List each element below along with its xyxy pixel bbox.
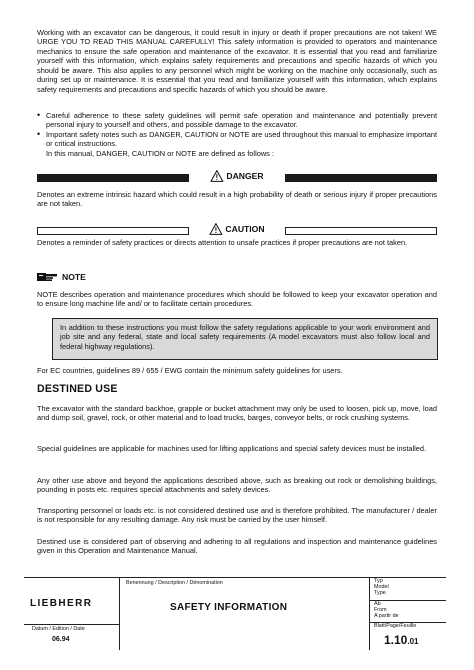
destined-use-heading: DESTINED USE <box>37 383 118 395</box>
destined-paragraph: Transporting personnel or loads etc. is not considered destined use and is therefore prohibited. The manufacturer / dealer is not responsible for any resulting damage. Any risk must be carried by the user himself. <box>37 506 437 525</box>
caution-label <box>209 223 264 235</box>
danger-label-text: DANGER <box>226 170 264 181</box>
from-label: Ab From A partir de <box>370 600 446 620</box>
title-block <box>24 577 446 649</box>
danger-header <box>37 170 437 184</box>
page-label: Blatt/Page/Feuille <box>370 622 446 630</box>
description-cell <box>120 578 370 650</box>
bullet-item <box>37 111 437 130</box>
date-label: Datum / Edition / Date <box>24 624 120 633</box>
note-header <box>37 271 86 283</box>
pointing-hand-icon <box>37 271 59 283</box>
bullet-item <box>37 130 437 149</box>
liebherr-logo: LIEBHERR <box>30 598 93 609</box>
document-title: SAFETY INFORMATION <box>170 602 288 613</box>
caution-bar-left <box>37 227 189 235</box>
note-description <box>37 290 437 309</box>
caution-header <box>37 223 437 237</box>
destined-paragraph: Special guidelines are applicable for machines used for lifting applications and special safety devices must be installed. <box>37 444 427 453</box>
description-label: Benennung / Description / Dénomination <box>126 580 223 586</box>
caution-label-text: CAUTION <box>225 223 265 234</box>
caution-bar-right <box>285 227 437 235</box>
warning-triangle-icon <box>210 170 223 182</box>
destined-paragraph: Destined use is considered part of observing and adhering to all regulations and inspection and maintenance guidelines given in this Operation and Maintenance Manual. <box>37 537 437 556</box>
type-label: Typ Model Type <box>374 578 389 596</box>
intro-paragraph: Working with an excavator can be dangerous, it could result in injury or death if proper precautions are not taken! WE URGE YOU TO READ THIS MANUAL CAREFULLY! This safety information is provided to operators and maintenance mechanics to ensure the safe operation and maintenance of the excavator. It is essential that you read and familiarize yourself with this information, which explains safety requirements and precautions and specific hazards of which you should be aware. This also applies to any personnel which might be working on the machine only occasionally, such as during set up or maintenance. It is essential that you read and familiarize yourself with this information, which explains safety requirements and precautions and specific hazards of which you should be aware. <box>37 28 437 94</box>
destined-paragraph: The excavator with the standard backhoe, grapple or bucket attachment may only be used to loosen, pick up, move, load and dump soil, gravel, rock, or other material and to load trucks, barges, conveyor belts, or rock crushing systems. <box>37 404 437 423</box>
regulations-box: In addition to these instructions you must follow the safety regulations applicable to your work environment and job site and any federal, state and local safety requirements (A model excavators must also follow local and federal highway regulations). <box>52 318 438 360</box>
danger-label <box>210 170 263 182</box>
bullet-dot-icon: • <box>37 128 41 139</box>
logo-cell <box>24 578 120 650</box>
bullet-dot-icon: • <box>37 110 41 120</box>
danger-bar-right <box>285 174 437 182</box>
edition-date: 06.94 <box>52 636 70 643</box>
danger-bar-left <box>37 174 189 182</box>
bullet-list <box>37 111 437 149</box>
caution-description: Denotes a reminder of safety practices or directs attention to unsafe practices if proper precautions are not taken. <box>37 238 408 247</box>
definition-line: In this manual, DANGER, CAUTION or NOTE are defined as follows : <box>46 149 274 158</box>
danger-description: Denotes an extreme intrinsic hazard which could result in a high probability of death or serious injury if proper precautions are not taken. <box>37 190 437 209</box>
type-page-cell <box>370 578 446 650</box>
bullet-text: Careful adherence to these safety guidelines will permit safe operation and maintenance and potentially prevent personal injury to yourself and others, and possible damage to the excavator. <box>46 111 437 130</box>
page-number: 1.10.01 <box>384 633 419 647</box>
ec-guideline-line: For EC countries, guidelines 89 / 655 / EWG contain the minimum safety guidelines for users. <box>37 366 343 375</box>
note-label-text: NOTE <box>62 271 86 282</box>
bullet-text: Important safety notes such as DANGER, CAUTION or NOTE are used throughout this manual to emphasize important or critical instructions. <box>46 129 437 149</box>
note-description-text: NOTE describes operation and maintenance procedures which should be followed to keep your excavator operation and to ensure long machine life and/ or to facilitate certain procedures. <box>37 290 437 309</box>
warning-triangle-icon <box>209 223 222 235</box>
destined-paragraph: Any other use above and beyond the applications described above, such as breaking out rock or demolishing buildings, pounding in posts etc. requires special attachments and safety devices. <box>37 476 437 495</box>
